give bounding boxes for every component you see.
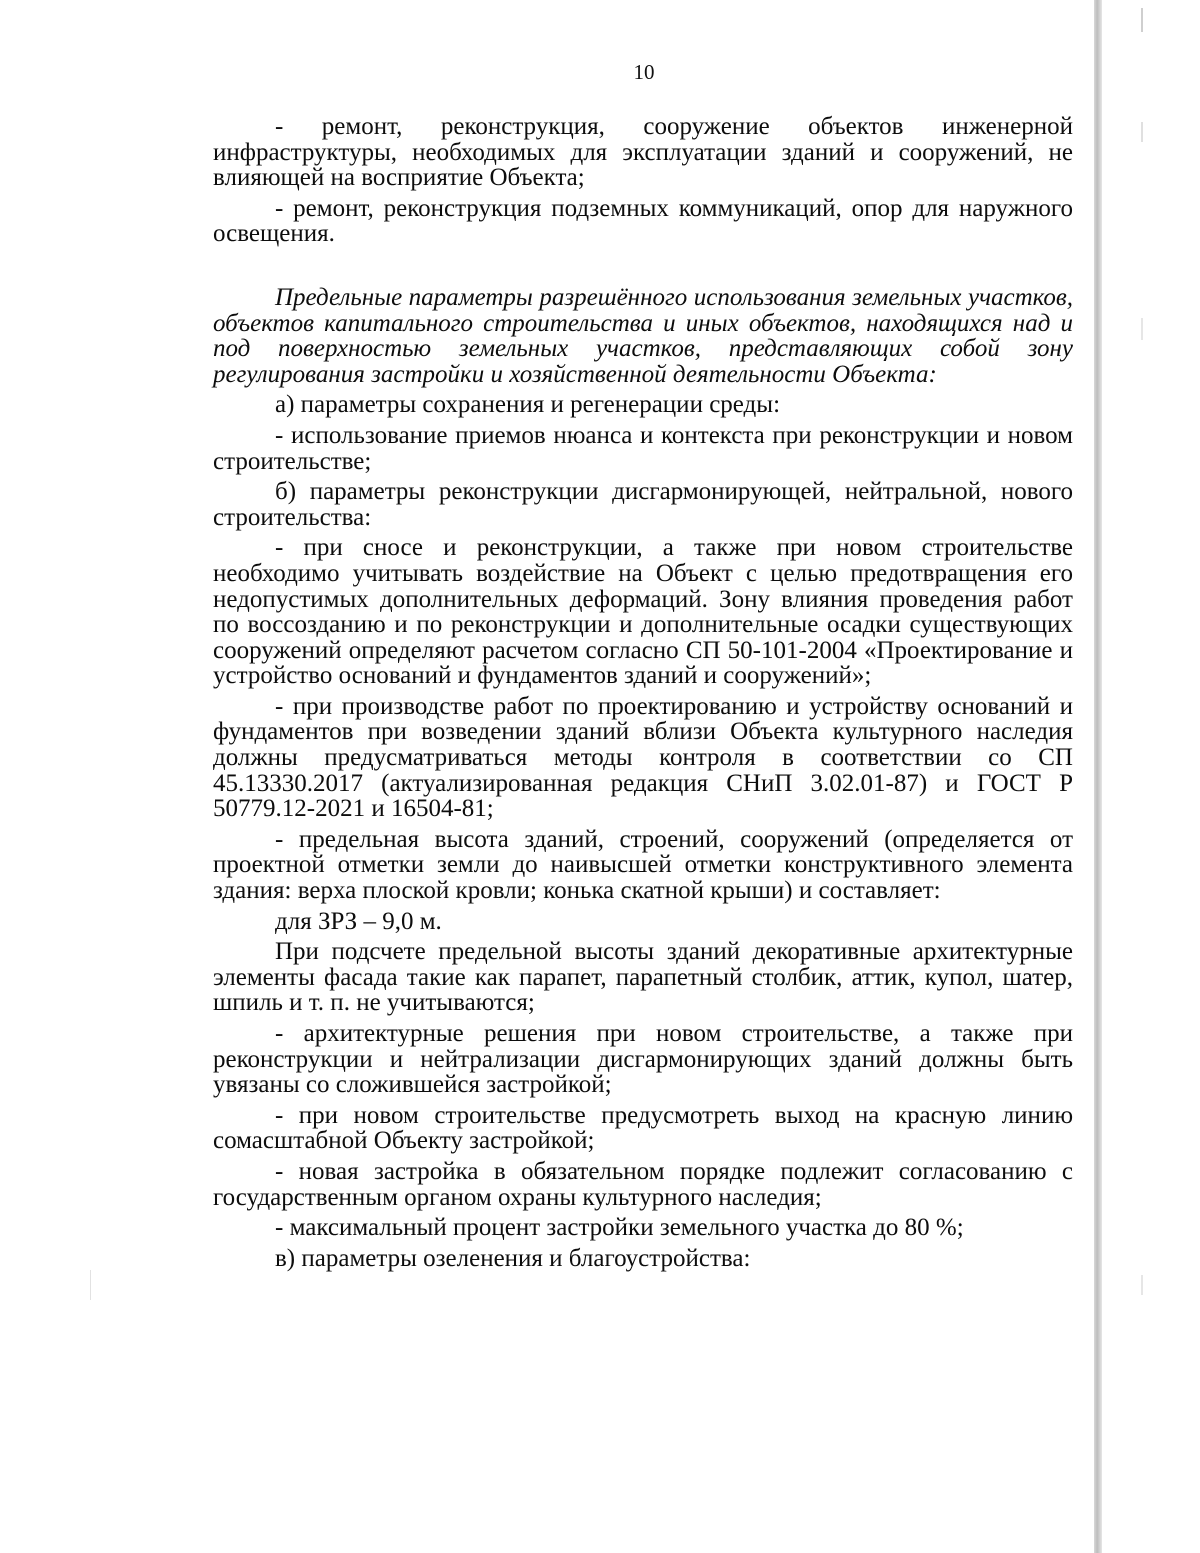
page-number: 10 xyxy=(633,60,655,84)
paragraph-demolition: - при сносе и реконструкции, а также при новом строительстве необходимо учитывать воздействие на Объект с целью предотвращения его недопустимых дополнительных деформаций. Зону влияния проведения работ по воссозданию и по реконструкции и дополнительные осадки существующих сооружений определяют расчетом согласно СП 50-101-2004 «Проектирование и устройство оснований и фундаментов зданий и сооружений»; xyxy=(213,534,1073,690)
document-body xyxy=(213,114,1073,1276)
scan-mark xyxy=(90,1270,91,1300)
paragraph-item-a: а) параметры сохранения и регенерации среды: xyxy=(275,391,781,419)
paragraph-item-b: б) параметры реконструкции дисгармонирующей, нейтральной, нового строительства: xyxy=(213,478,1073,531)
section-heading-parameters: Предельные параметры разрешённого использования земельных участков, объектов капитального строительства и иных объектов, находящихся над и под поверхностью земельных участков, представляющих собой зону регулирования застройки и хозяйственной деятельности Объекта: xyxy=(213,283,1073,388)
paragraph-zrz-height: для ЗРЗ – 9,0 м. xyxy=(275,907,442,935)
scan-mark xyxy=(1141,122,1143,142)
scan-mark xyxy=(1141,1275,1143,1295)
scan-mark xyxy=(1141,318,1143,340)
paragraph-approval: - новая застройка в обязательном порядке подлежит согласованию с государственным органом охраны культурного наследия; xyxy=(213,1157,1073,1211)
paragraph-nuance-context: - использование приемов нюанса и контекста при реконструкции и новом строительстве; xyxy=(213,421,1073,475)
paragraph-item-v: в) параметры озеленения и благоустройства: xyxy=(275,1244,751,1272)
paragraph-red-line: - при новом строительстве предусмотреть выход на красную линию сомасштабной Объекту застройкой; xyxy=(213,1101,1073,1155)
paragraph-build-percentage: - максимальный процент застройки земельного участка до 80 %; xyxy=(275,1214,964,1242)
scan-edge xyxy=(1094,0,1102,1553)
paragraph-foundations: - при производстве работ по проектированию и устройству оснований и фундаментов при возведении зданий вблизи Объекта культурного наследия должны предусматриваться методы контроля в соответствии со СП 45.13330.2017 (актуализированная редакция СНиП 3.02.01-87) и ГОСТ Р 50779.12-2021 и 16504-81; xyxy=(213,692,1073,823)
paragraph-repair-infrastructure: - ремонт, реконструкция, сооружение объектов инженерной инфраструктуры, необходимых для эксплуатации зданий и сооружений, не влияющей на восприятие Объекта; xyxy=(213,113,1073,192)
scan-mark xyxy=(1141,8,1143,32)
paragraph-height-calculation: При подсчете предельной высоты зданий декоративные архитектурные элементы фасада такие как парапет, парапетный столбик, аттик, купол, шатер, шпиль и т. п. не учитываются; xyxy=(213,938,1073,1017)
paragraph-repair-communications: - ремонт, реконструкция подземных коммуникаций, опор для наружного освещения. xyxy=(213,194,1073,248)
paragraph-max-height: - предельная высота зданий, строений, сооружений (определяется от проектной отметки земли до наивысшей отметки конструктивного элемента здания: верха плоской кровли; конька скатной крыши) и составляет: xyxy=(213,825,1073,905)
paragraph-architectural-solutions: - архитектурные решения при новом строительстве, а также при реконструкции и нейтрализации дисгармонирующих зданий должны быть увязаны со сложившейся застройкой; xyxy=(213,1020,1073,1099)
